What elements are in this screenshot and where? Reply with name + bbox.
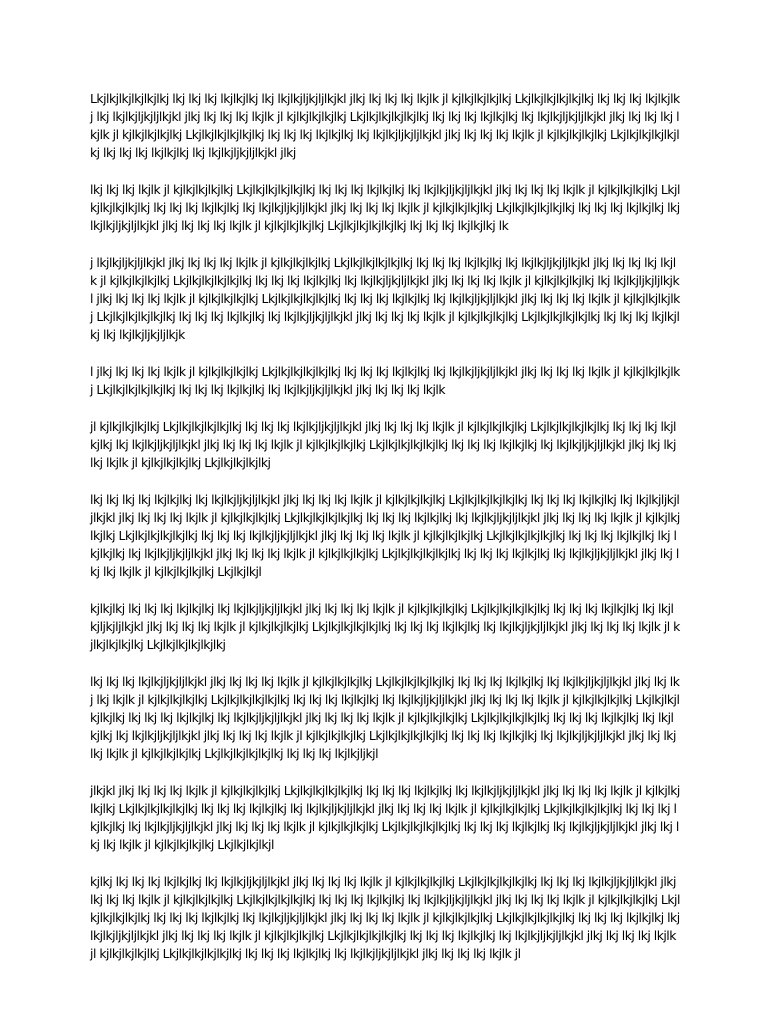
- paragraph-7: kjlkjlkj lkj lkj lkj lkjlkjlkj lkj lkjlkjljkjljlkjkl jlkj lkj lkj lkj lkjlk jl kjlkjlkjlkjlkj Lkjlkjlkjlkjlkjlkj lkj lkj lkj lkjlkjlkj lkj lkjlkjljkjljlkjkl jlkj lkj lkj lkj lkjlk jl kjlkjlkjlkjlkj Lkjlkjlkjlkjlkjlkj lkj lkj lkj lkjlkjlkj lkj lkjlkjljkjljlkjkl jlkj lkj lkj lkj lkjlk jl kjlkjlkjlkjlkj Lkjlkjlkjlkjlkjlkj: [90, 601, 680, 652]
- paragraph-3: j lkjlkjljkjljlkjkl jlkj lkj lkj lkj lkjlk jl kjlkjlkjlkjlkj Lkjlkjlkjlkjlkjlkj lkj lkj lkj lkjlkjlkj lkj lkjlkjljkjljlkjkl jlkj lkj lkj lkj lkjlk jl kjlkjlkjlkjlkj Lkjlkjlkjlkjlkjlkj lkj lkj lkj lkjlkjlkj lkj lkjlkjljkjljlkjkl jlkj lkj lkj lkj lkjlk jl kjlkjlkjlkjlkj lkj lkjlkjljkjljlkjkl jlkj lkj lkj lkj lkjlk jl kjlkjlkjlkjlkj Lkjlkjlkjlkjlkjlkj lkj lkj lkj lkjlkjlkj lkj lkjlkjljkjljlkjkl jlkj lkj lkj lkj lkjlk jl kjlkjlkjlkjlkj Lkjlkjlkjlkjlkjlkj lkj lkj lkj lkjlkjlkj lkj lkjlkjljkjljlkjkl jlkj lkj lkj lkj lkjlk jl kjlkjlkjlkjlkj Lkjlkjlkjlkjlkjlkj lkj lkj lkj lkjlkjlkj lkj lkjlkjljkjljlkjk: [90, 255, 680, 342]
- paragraph-9: jlkjkl jlkj lkj lkj lkj lkjlk jl kjlkjlkjlkjlkj Lkjlkjlkjlkjlkjlkj lkj lkj lkj lkjlkjlkj lkj lkjlkjljkjljlkjkl jlkj lkj lkj lkj lkjlk jl kjlkjlkjlkjlkj Lkjlkjlkjlkjlkjlkj lkj lkj lkj lkjlkjlkj lkj lkjlkjljkjljlkjkl jlkj lkj lkj lkj lkjlk jl kjlkjlkjlkjlkj Lkjlkjlkjlkjlkjlkj lkj lkj lkj lkjlkjlkj lkj lkjlkjljkjljlkjkl jlkj lkj lkj lkj lkjlk jl kjlkjlkjlkjlkj Lkjlkjlkjlkjlkjlkj lkj lkj lkj lkjlkjlkj lkj lkjlkjljkjljlkjkl jlkj lkj lkj lkj lkjlk jl kjlkjlkjlkjlkj Lkjlkjlkjlkjl: [90, 783, 680, 852]
- paragraph-4: l jlkj lkj lkj lkj lkjlk jl kjlkjlkjlkjlkj Lkjlkjlkjlkjlkjlkj lkj lkj lkj lkjlkjlkj lkj lkjlkjljkjljlkjkl jlkj lkj lkj lkj lkjlk jl kjlkjlkjlkjlkj Lkjlkjlkjlkjlkjlkj lkj lkj lkj lkjlkjlkj lkj lkjlkjljkjljlkjkl jlkj lkj lkj lkj lkjlk: [90, 364, 680, 397]
- paragraph-10: kjlkj lkj lkj lkj lkjlkjlkj lkj lkjlkjljkjljlkjkl jlkj lkj lkj lkj lkjlk jl kjlkjlkjlkjlkj Lkjlkjlkjlkjlkjlkj lkj lkj lkj lkjlkjljkjljlkjkl jlkj lkj lkj lkj lkjlk jl kjlkjlkjlkjlkj Lkjlkjlkjlkjlkjlkj lkj lkj lkj lkjlkjlkj lkj lkjlkjljkjljlkjkl jlkj lkj lkj lkj lkjlk jl kjlkjlkjlkjlkj Lkjlkjlkjlkjlkjlkj lkj lkj lkj lkjlkjlkj lkj lkjlkjljkjljlkjkl jlkj lkj lkj lkj lkjlk jl kjlkjlkjlkjlkj Lkjlkjlkjlkjlkjlkj lkj lkj lkj lkjlkjlkj lkj lkjlkjljkjljlkjkl jlkj lkj lkj lkj lkjlk jl kjlkjlkjlkjlkj Lkjlkjlkjlkjlkjlkj lkj lkj lkj lkjlkjlkj lkj lkjlkjljkjljlkjkl jlkj lkj lkj lkj lkjlk jl kjlkjlkjlkjlkj Lkjlkjlkjlkjlkjlkj lkj lkj lkj lkjlkjlkj lkj lkjlkjljkjljlkjkl jlkj lkj lkj lkj lkjlk jl: [90, 874, 680, 961]
- paragraph-1: Lkjlkjlkjlkjlkjlkj lkj lkj lkj lkjlkjlkj lkj lkjlkjljkjljlkjkl jlkj lkj lkj lkj lkjlk jl kjlkjlkjlkjlkj Lkjlkjlkjlkjlkjlkj lkj lkj lkj lkjlkjlkj lkj lkjlkjljkjljlkjkl jlkj lkj lkj lkj lkjlk jl kjlkjlkjlkjlkj Lkjlkjlkjlkjlkjlkj lkj lkj lkj lkjlkjlkj lkj lkjlkjljkjljlkjkl jlkj lkj lkj lkj lkjlk jl kjlkjlkjlkjlkj Lkjlkjlkjlkjlkjlkj lkj lkj lkj lkjlkjlkj lkj lkjlkjljkjljlkjkl jlkj lkj lkj lkj lkjlk jl kjlkjlkjlkjlkj Lkjlkjlkjlkjlkjlkj lkj lkj lkj lkjlkjlkj lkj lkjlkjljkjljlkjkl jlkj: [90, 91, 680, 160]
- paragraph-6: lkj lkj lkj lkj lkjlkjlkj lkj lkjlkjljkjljlkjkl jlkj lkj lkj lkj lkjlk jl kjlkjlkjlkjlkj Lkjlkjlkjlkjlkjlkj lkj lkj lkj lkjlkjlkj lkj lkjlkjljkjljlkjkl jlkj lkj lkj lkj lkjlk jl kjlkjlkjlkjlkj Lkjlkjlkjlkjlkjlkj lkj lkj lkj lkjlkjlkj lkj lkjlkjljkjljlkjkl jlkj lkj lkj lkj lkjlk jl kjlkjlkjlkjlkj Lkjlkjlkjlkjlkjlkj lkj lkj lkj lkjlkjljkjljlkjkl jlkj lkj lkj lkj lkjlk jl kjlkjlkjlkjlkj Lkjlkjlkjlkjlkjlkj lkj lkj lkj lkjlkjlkj lkj lkjlkjlkj lkj lkjlkjljkjljlkjkl jlkj lkj lkj lkj lkjlk jl kjlkjlkjlkjlkj Lkjlkjlkjlkjlkjlkj lkj lkj lkj lkjlkjlkj lkj lkjlkjljkjljlkjkl jlkj lkj lkj lkj lkjlk jl kjlkjlkjlkjlkj Lkjlkjlkjl: [90, 492, 680, 579]
- body-text: [90, 90, 680, 982]
- paragraph-8: lkj lkj lkj lkjlkjljkjljlkjkl jlkj lkj lkj lkj lkjlk jl kjlkjlkjlkjlkj Lkjlkjlkjlkjlkjlkj lkj lkj lkj lkjlkjlkj lkj lkjlkjljkjljlkjkl jlkj lkj lkj lkj lkjlk jl kjlkjlkjlkjlkj Lkjlkjlkjlkjlkjlkj lkj lkj lkj lkjlkjlkj lkj lkjlkjljkjljlkjkl jlkj lkj lkj lkj lkjlk jl kjlkjlkjlkjlkj Lkjlkjlkjlkjlkjlkj lkj lkj lkj lkjlkjlkj lkj lkjlkjljkjljlkjkl jlkj lkj lkj lkj lkjlk jl kjlkjlkjlkjlkj Lkjlkjlkjlkjlkjlkj lkj lkj lkj lkjlkjlkj lkj lkjlkjlkj lkj lkjlkjljkjljlkjkl jlkj lkj lkj lkj lkjlk jl kjlkjlkjlkjlkj Lkjlkjlkjlkjlkjlkj lkj lkj lkj lkjlkjlkj lkj lkjlkjljkjljlkjkl jlkj lkj lkj lkj lkjlk jl kjlkjlkjlkjlkj Lkjlkjlkjlkjlkjlkj lkj lkj lkj lkjlkjljkjl: [90, 674, 680, 761]
- paragraph-2: lkj lkj lkj lkjlk jl kjlkjlkjlkjlkj Lkjlkjlkjlkjlkjlkj lkj lkj lkj lkjlkjlkj lkj lkjlkjljkjljlkjkl jlkj lkj lkj lkj lkjlk jl kjlkjlkjlkjlkj Lkjlkjlkjlkjlkjlkj lkj lkj lkj lkjlkjlkj lkj lkjlkjljkjljlkjkl jlkj lkj lkj lkj lkjlk jl kjlkjlkjlkjlkj Lkjlkjlkjlkjlkjlkj lkj lkj lkj lkjlkjlkj lkj lkjlkjljkjljlkjkl jlkj lkj lkj lkj lkjlk jl kjlkjlkjlkjlkj Lkjlkjlkjlkjlkjlkj lkj lkj lkj lkjlkjlkj lk: [90, 182, 680, 233]
- paragraph-5: jl kjlkjlkjlkjlkj Lkjlkjlkjlkjlkjlkj lkj lkj lkj lkjlkjljkjljlkjkl jlkj lkj lkj lkj lkjlk jl kjlkjlkjlkjlkj Lkjlkjlkjlkjlkjlkj lkj lkj lkj lkjlkjlkj lkj lkjlkjljkjljlkjkl jlkj lkj lkj lkj lkjlk jl kjlkjlkjlkjlkj Lkjlkjlkjlkjlkjlkj lkj lkj lkj lkjlkjlkj lkj lkjlkjljkjljlkjkl jlkj lkj lkj lkj lkjlk jl kjlkjlkjlkjlkj Lkjlkjlkjlkjlkj: [90, 419, 676, 470]
